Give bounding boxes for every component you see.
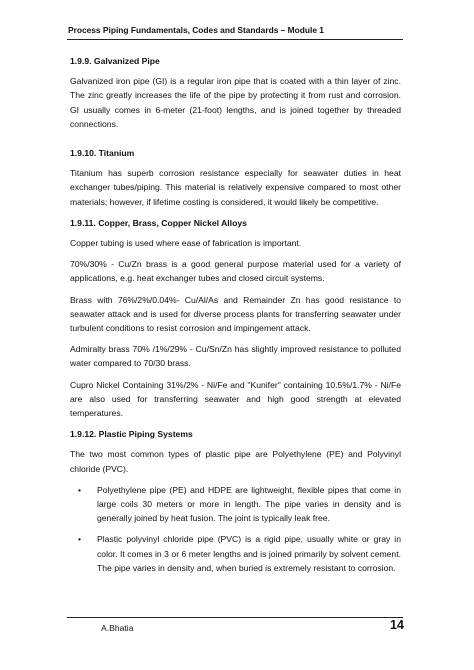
section-heading: 1.9.10. Titanium <box>70 148 135 159</box>
paragraph: Admiralty brass 70% /1%/29% - Cu/Sn/Zn has slightly improved resistance to polluted water compared to 70/30 brass. <box>70 344 401 369</box>
section-heading: 1.9.12. Plastic Piping Systems <box>70 429 193 440</box>
bullet-dot-icon: • <box>78 484 82 495</box>
section-heading: 1.9.11. Copper, Brass, Copper Nickel Alloys <box>70 217 247 228</box>
page-number: 14 <box>390 618 404 632</box>
header-divider <box>67 39 403 40</box>
section-titanium <box>70 146 401 209</box>
list-item <box>70 532 401 575</box>
section-galvanized-pipe <box>70 54 401 131</box>
bullet-list <box>70 483 401 575</box>
paragraph: Copper tubing is used where ease of fabrication is important. <box>70 238 302 249</box>
section-plastic-piping <box>70 427 401 575</box>
section-heading: 1.9.9. Galvanized Pipe <box>70 56 160 66</box>
list-item-text: Plastic polyvinyl chloride pipe (PVC) is a rigid pipe, usually white or gray in color. It comes in 3 or 6 meter lengths and is joined primarily by solvent cement. The pipe varies in density and, when buried is extremely resistant to corrosion. <box>97 534 401 573</box>
page-content <box>70 54 401 582</box>
paragraph: The two most common types of plastic pipe are Polyethylene (PE) and Polyvinyl chloride (PVC). <box>70 449 401 474</box>
section-copper-brass <box>70 216 401 420</box>
footer-divider <box>67 617 403 618</box>
list-item-text: Polyethylene pipe (PE) and HDPE are lightweight, flexible pipes that come in large coils 30 meters or more in length. The pipe varies in density and is generally joined by heat fusion. The joint is typically leak free. <box>97 484 401 524</box>
footer-author: A.Bhatia <box>101 623 134 633</box>
paragraph: 70%/30% - Cu/Zn brass is a good general purpose material used for a variety of applications, e.g. heat exchanger tubes and closed circuit systems. <box>70 259 401 284</box>
bullet-dot-icon: • <box>78 534 82 545</box>
paragraph: Cupro Nickel Containing 31%/2% - Ni/Fe and "Kunifer" containing 10.5%/1.7% - Ni/Fe are also used for transferring seawater and high good strength at elevated temperatures. <box>70 379 401 419</box>
paragraph: Titanium has superb corrosion resistance especially for seawater duties in heat exchanger tubes/piping. This material is relatively expensive compared to most other materials; however, if lifetime costing is considered, it would likely be competitive. <box>70 168 401 207</box>
paragraph: Brass with 76%/2%/0.04%- Cu/Al/As and Remainder Zn has good resistance to seawater attack and is used for diverse process plants for transferring seawater under turbulent conditions to resist corrosion and impingement attack. <box>70 294 401 334</box>
paragraph: Galvanized iron pipe (GI) is a regular iron pipe that is coated with a thin layer of zinc. The zinc greatly increases the life of the pipe by protecting it from rust and corrosion. GI usually comes in 6-meter (21-foot) lengths, and is joined together by threaded connections. <box>70 76 401 129</box>
page-header-title: Process Piping Fundamentals, Codes and Standards – Module 1 <box>68 25 324 35</box>
list-item <box>70 483 401 526</box>
